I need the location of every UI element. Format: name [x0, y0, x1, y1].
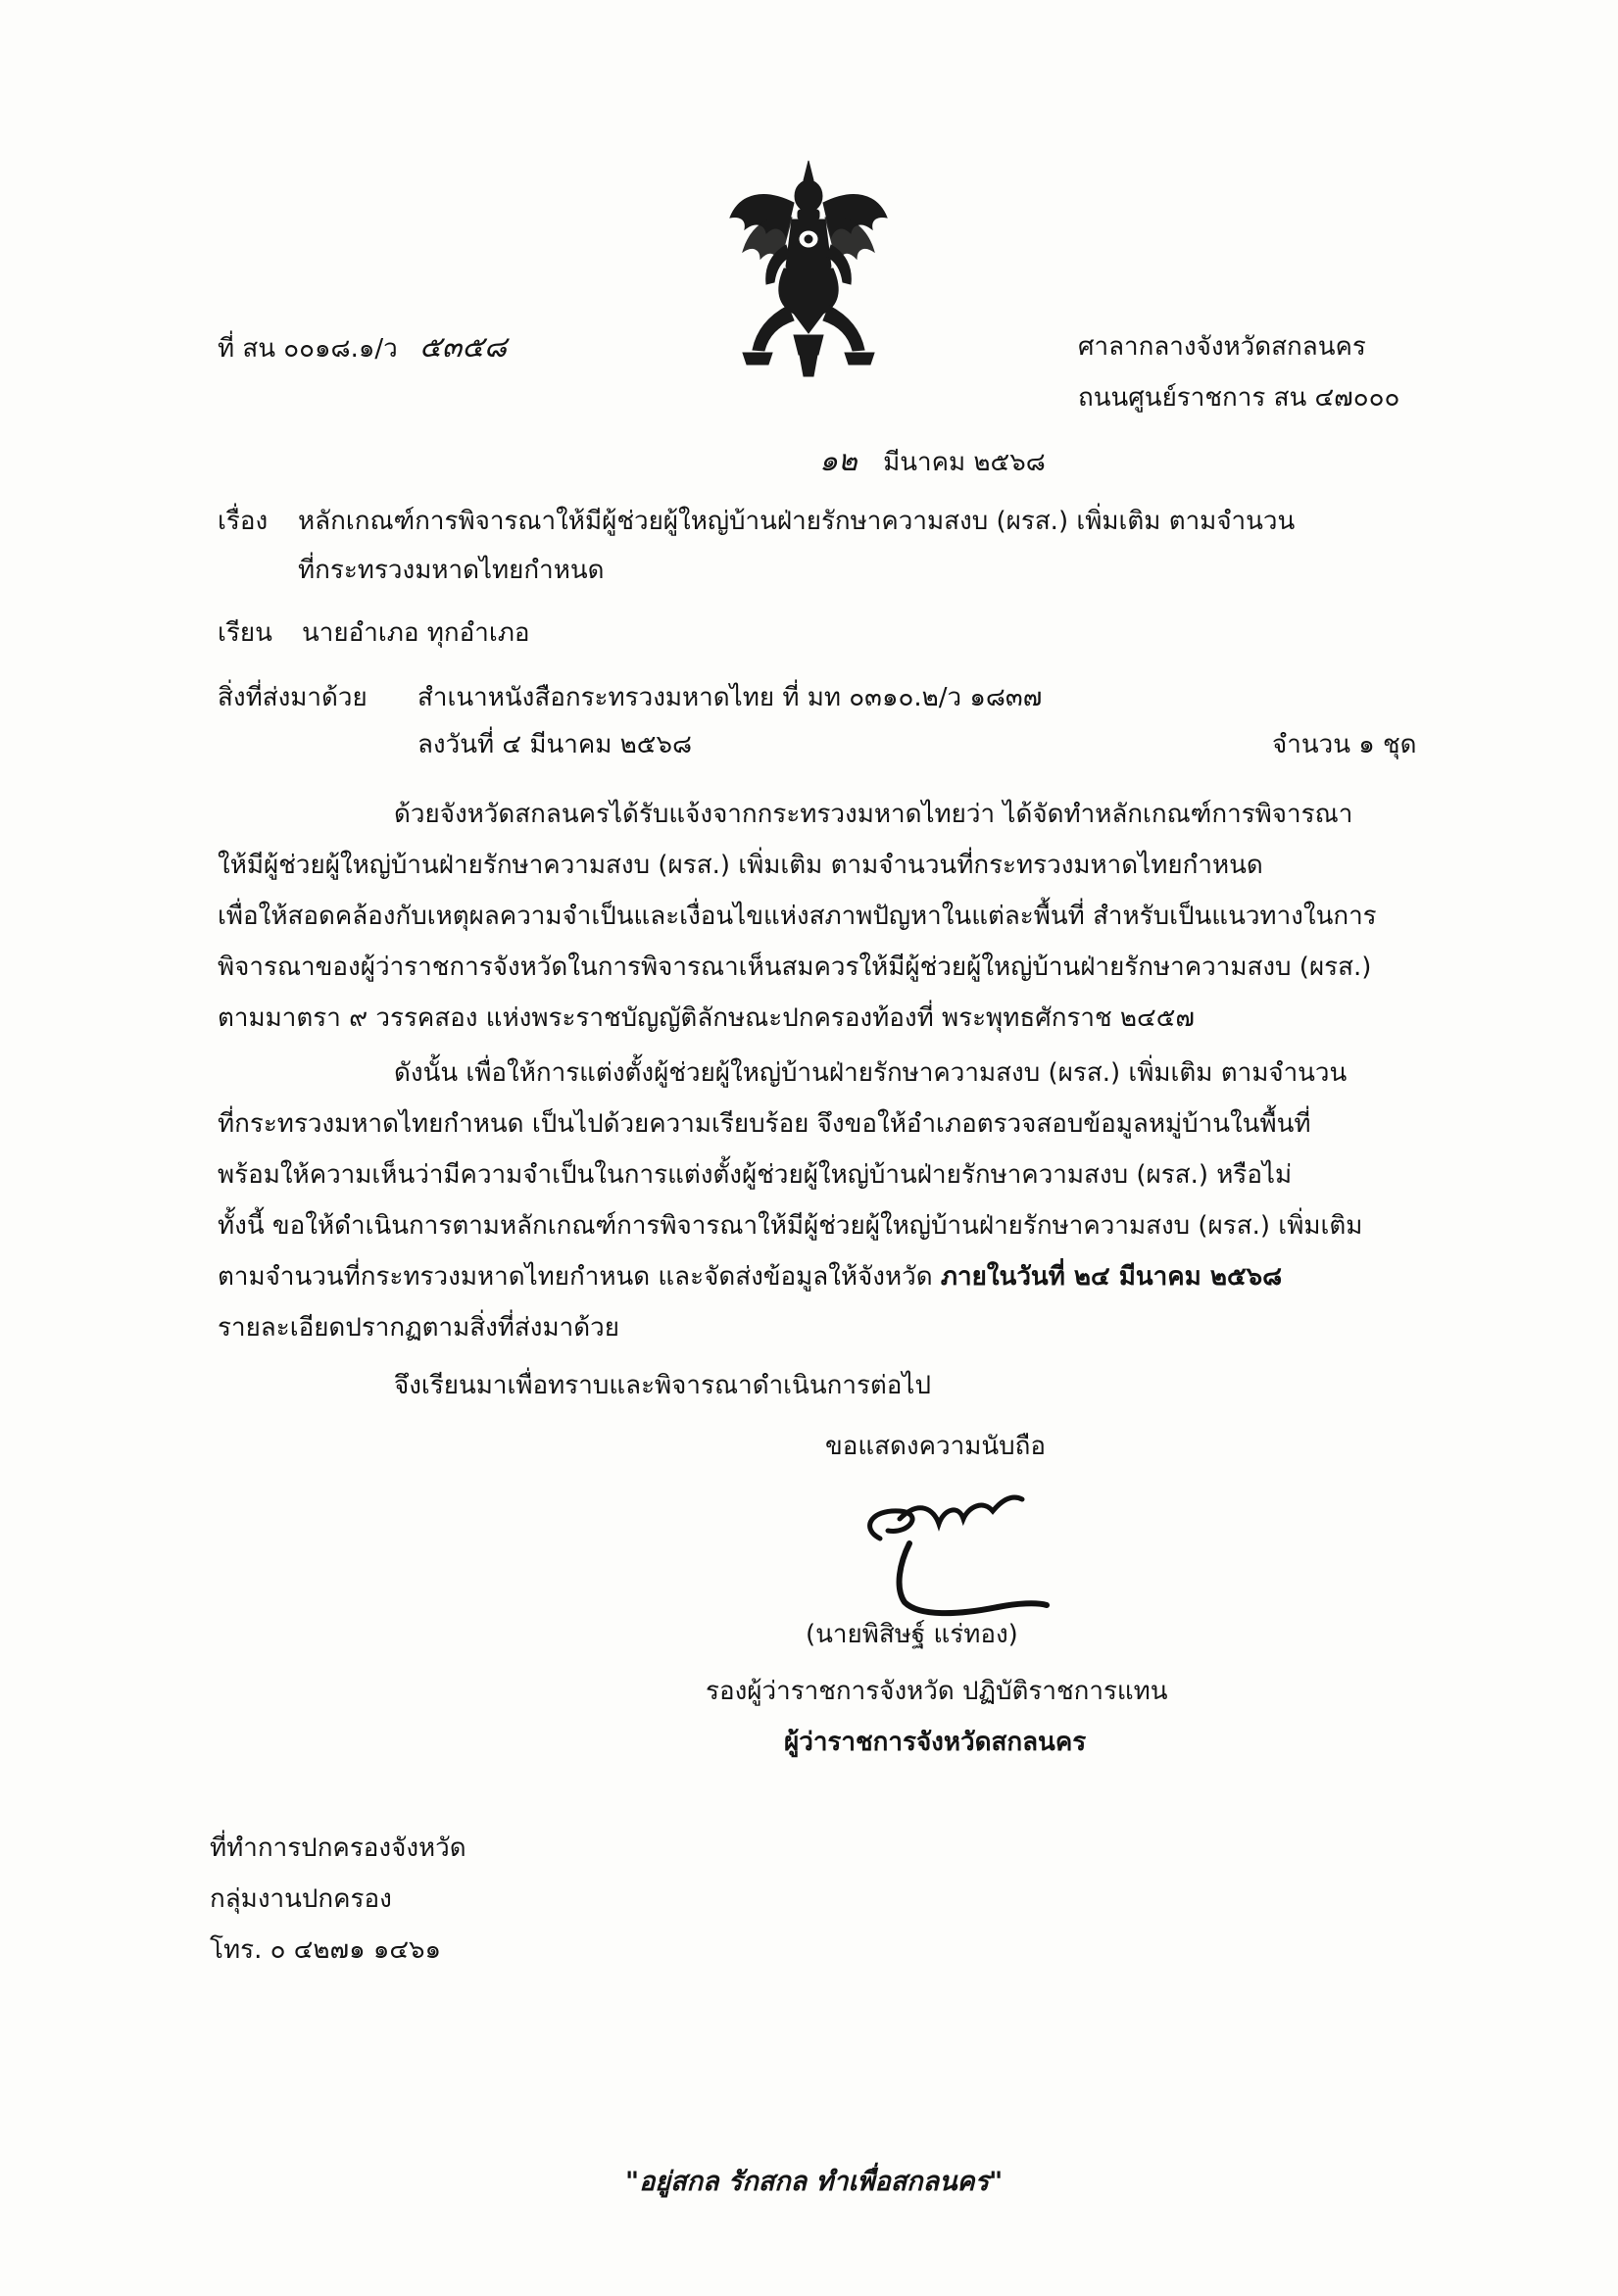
recipient-label: เรียน: [218, 618, 272, 648]
paragraph2-line4: ทั้งนี้ ขอให้ดำเนินการตามหลักเกณฑ์การพิจารณาให้มีผู้ช่วยผู้ใหญ่บ้านฝ่ายรักษาความสงบ (ผรส.) เพิ่มเติม: [218, 1211, 1363, 1241]
date-month-year: มีนาคม ๒๕๖๘: [883, 448, 1046, 477]
enclosure-quantity: จำนวน ๑ ชุด: [1272, 730, 1417, 759]
reference-number: [218, 331, 507, 366]
deadline-bold: ภายในวันที่ ๒๔ มีนาคม ๒๕๖๘: [940, 1262, 1283, 1292]
signer-name: (นายพิสิษฐ์ แร่ทอง): [806, 1620, 1018, 1649]
footer-department2: กลุ่มงานปกครอง: [210, 1884, 392, 1914]
paragraph2-line5: [218, 1256, 1423, 1296]
subject-line2: ที่กระทรวงมหาดไทยกำหนด: [298, 556, 605, 585]
reference-prefix: ที่ สน ๐๐๑๘.๑/ว: [218, 334, 398, 364]
provincial-motto: "อยู่สกล รักสกล ทำเพื่อสกลนคร": [625, 2167, 1004, 2197]
signer-title2: ผู้ว่าราชการจังหวัดสกลนคร: [784, 1728, 1087, 1757]
paragraph1-line1: ด้วยจังหวัดสกลนครได้รับแจ้งจากกระทรวงมหาดไทยว่า ได้จัดทำหลักเกณฑ์การพิจารณา: [394, 800, 1353, 829]
paragraph2-line2: ที่กระทรวงมหาดไทยกำหนด เป็นไปด้วยความเรียบร้อย จึงขอให้อำเภอตรวจสอบข้อมูลหมู่บ้านในพื้นที่: [218, 1109, 1311, 1139]
footer-phone: โทร. ๐ ๔๒๗๑ ๑๔๖๑: [210, 1935, 442, 1965]
office-address-line1: ศาลากลางจังหวัดสกลนคร: [1078, 332, 1366, 362]
document-date: [819, 445, 1046, 479]
paragraph2-line6: รายละเอียดปรากฏตามสิ่งที่ส่งมาด้วย: [218, 1313, 619, 1343]
garuda-emblem-icon: [725, 159, 892, 379]
subject-line1: หลักเกณฑ์การพิจารณาให้มีผู้ช่วยผู้ใหญ่บ้านฝ่ายรักษาความสงบ (ผรส.) เพิ่มเติม ตามจำนวน: [298, 507, 1296, 536]
paragraph1-line3: เพื่อให้สอดคล้องกับเหตุผลความจำเป็นและเงื่อนไขแห่งสภาพปัญหาในแต่ละพื้นที่ สำหรับเป็นแนวทางในการ: [218, 902, 1377, 931]
signer-title1: รองผู้ว่าราชการจังหวัด ปฏิบัติราชการแทน: [706, 1677, 1168, 1706]
signature-icon: [841, 1470, 1056, 1627]
enclosure-line2: ลงวันที่ ๔ มีนาคม ๒๕๖๘: [417, 730, 693, 759]
reference-handwritten-number: ๕๓๕๘: [419, 330, 508, 365]
paragraph2-line3: พร้อมให้ความเห็นว่ามีความจำเป็นในการแต่งตั้งผู้ช่วยผู้ใหญ่บ้านฝ่ายรักษาความสงบ (ผรส.) หรือไม่: [218, 1160, 1293, 1190]
paragraph2-line1: ดังนั้น เพื่อให้การแต่งตั้งผู้ช่วยผู้ใหญ่บ้านฝ่ายรักษาความสงบ (ผรส.) เพิ่มเติม ตามจำนวน: [394, 1058, 1348, 1088]
date-day-handwritten: ๑๒: [819, 444, 858, 478]
footer-department1: ที่ทำการปกครองจังหวัด: [210, 1833, 466, 1863]
office-address-line2: ถนนศูนย์ราชการ สน ๔๗๐๐๐: [1078, 383, 1400, 413]
enclosure-label: สิ่งที่ส่งมาด้วย: [218, 683, 368, 712]
paragraph1-line5: ตามมาตรา ๙ วรรคสอง แห่งพระราชบัญญัติลักษณะปกครองท้องที่ พระพุทธศักราช ๒๔๕๗: [218, 1003, 1195, 1033]
paragraph2-line5-text: ตามจำนวนที่กระทรวงมหาดไทยกำหนด และจัดส่งข้อมูลให้จังหวัด: [218, 1262, 941, 1292]
recipient-value: นายอำเภอ ทุกอำเภอ: [302, 618, 530, 648]
paragraph1-line4: พิจารณาของผู้ว่าราชการจังหวัดในการพิจารณาเห็นสมควรให้มีผู้ช่วยผู้ใหญ่บ้านฝ่ายรักษาความสงบ (ผรส.): [218, 953, 1372, 982]
paragraph1-line2: ให้มีผู้ช่วยผู้ใหญ่บ้านฝ่ายรักษาความสงบ (ผรส.) เพิ่มเติม ตามจำนวนที่กระทรวงมหาดไทยกำหนด: [218, 851, 1263, 880]
paragraph3: จึงเรียนมาเพื่อทราบและพิจารณาดำเนินการต่อไป: [394, 1371, 931, 1400]
enclosure-line1: สำเนาหนังสือกระทรวงมหาดไทย ที่ มท ๐๓๑๐.๒/ว ๑๘๓๗: [417, 683, 1043, 712]
closing-salutation: ขอแสดงความนับถือ: [825, 1432, 1046, 1461]
subject-label: เรื่อง: [218, 507, 269, 536]
